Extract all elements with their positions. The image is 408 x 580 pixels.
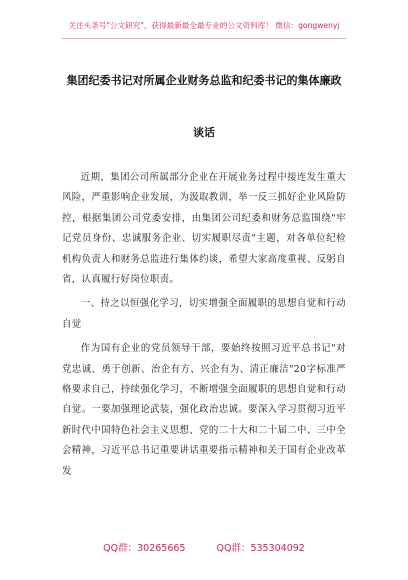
qq-group-1: QQ群：30265665 bbox=[103, 543, 186, 554]
paragraph-section-1: 作为国有企业的党员领导干部，要始终按照习近平总书记"对党忠诚、勇于创新、治企有方、兴企有为、清正廉洁"20字标准严格要求自己，持续强化学习，不断增强全面履职的思想自觉和行动自觉。一要加强理论武装，强化政治忠诚。要深入学习贯彻习近平新时代中国特色社会主义思想、党的二十大和二十届二中、三中全会精神，习近平总书记重要讲话重要指示精神和关于国有企业改革发 bbox=[62, 343, 346, 477]
section-heading-1: 一、持之以恒强化学习，切实增强全面履职的思想自觉和行动自觉 bbox=[62, 298, 346, 330]
document-footer bbox=[0, 540, 408, 554]
document-title-line1: 集团纪委书记对所属企业财务总监和纪委书记的集体廉政 bbox=[66, 74, 342, 87]
header-divider bbox=[62, 38, 346, 39]
document-body bbox=[62, 168, 346, 486]
document-title-line2: 谈话 bbox=[193, 126, 215, 139]
paragraph-intro: 近期，集团公司所属部分企业在开展业务过程中接连发生重大风险，严重影响企业发展，为汲取教训，举一反三抓好企业风险防控，根据集团公司党委安排，由集团公司纪委和财务总监围绕"牢记党员身份、忠诚服务企业、切实履职尽责"主题，对各单位纪检机构负责人和财务总监进行集体约谈，希望大家高度重视、反躬自省，认真履行好岗位职责。 bbox=[62, 172, 346, 286]
qq-group-2: QQ群：535304092 bbox=[216, 543, 305, 554]
document-header: 关注头条号"公文研究"，获得最新最全最专业的公文资料库！ 微信：gongwenyj bbox=[68, 21, 340, 30]
